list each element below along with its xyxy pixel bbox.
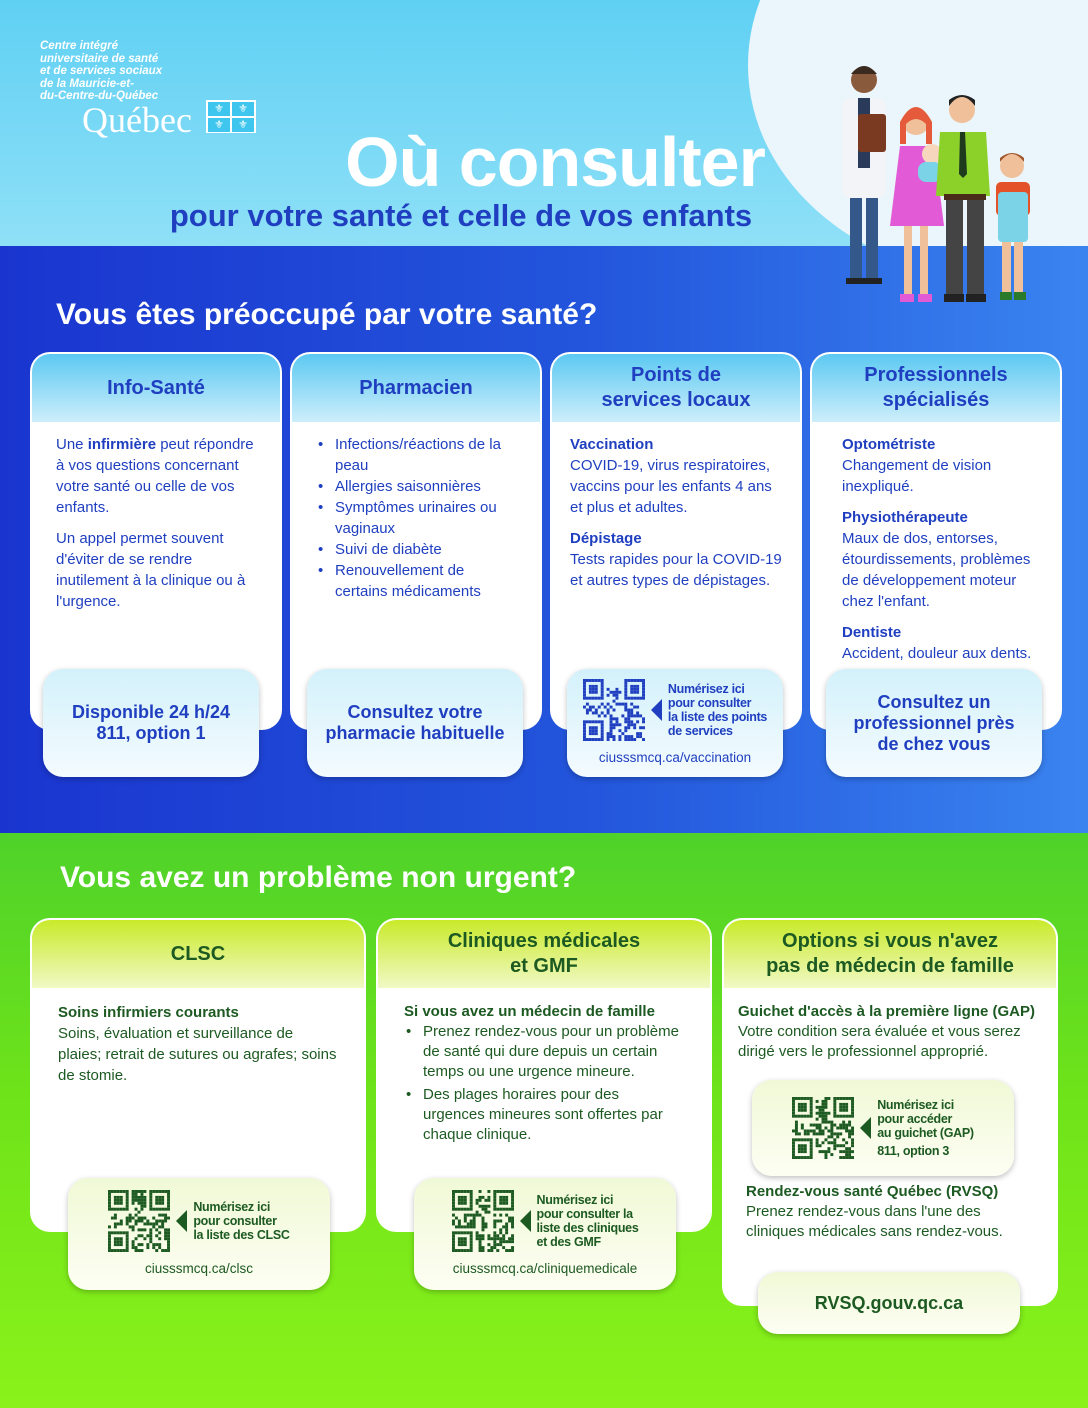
professionnels-badge: Consultez un professionnel près de chez vous (826, 669, 1042, 777)
cliniques-qr-box[interactable] (414, 1178, 676, 1290)
gap-phone: 811, option 3 (877, 1144, 950, 1158)
card-subheading: Physiothérapeute (842, 509, 968, 526)
page-title: Où consulter (345, 123, 765, 201)
qr-instructions: Numérisez ici pour consulter la liste des cliniques et des GMF (536, 1192, 639, 1249)
qr-instructions: Numérisez ici pour accéder au guichet (GAP) 811, option 3 (877, 1098, 974, 1158)
pharmacy-badge: Consultez votre pharmacie habituelle (307, 669, 523, 777)
section1-heading: Vous êtes préoccupé par votre santé? (56, 298, 598, 331)
card-subheading: Dentiste (842, 624, 902, 641)
quebec-wordmark: Québec (82, 100, 192, 140)
qr-code-icon[interactable] (583, 679, 645, 741)
card-title: Cliniques médicales et GMF (378, 920, 710, 988)
card-text: Une infirmière peut répondre à vos questions concernant votre santé ou celle de vos enfants. (56, 436, 254, 516)
qr-code-icon[interactable] (792, 1097, 854, 1159)
card-text: Soins, évaluation et surveillance de plaies; retrait de sutures ou agrafes; soins de stomie. (58, 1025, 337, 1084)
list-item: • Renouvellement de certains médicaments (316, 560, 516, 602)
card-title: Points de services locaux (552, 354, 800, 422)
vaccination-qr-box[interactable] (567, 669, 783, 777)
list-item: • Prenez rendez-vous pour un problème de santé qui dure depuis un certain temps ou une urgence mineure. (404, 1022, 684, 1082)
card-title: Options si vous n'avez pas de médecin de famille (724, 920, 1056, 988)
fleur-de-lis-flag-icon: ⚜ ⚜ ⚜ ⚜ (206, 100, 256, 133)
list-item: • Symptômes urinaires ou vaginaux (316, 497, 516, 539)
card-text: Prenez rendez-vous dans l'une des cliniques médicales sans rendez-vous. (746, 1203, 1003, 1240)
card-subheading: Rendez-vous santé Québec (RVSQ) (746, 1183, 999, 1200)
list-item: • Suivi de diabète (316, 539, 516, 560)
card-subheading: Si vous avez un médecin de famille (404, 1003, 655, 1020)
card-text: Maux de dos, entorses, étourdissements, problèmes de développement moteur chez l'enfant. (842, 530, 1031, 610)
list-item: • Infections/réactions de la peau (316, 434, 516, 476)
card-text: Tests rapides pour la COVID-19 et autres types de dépistages. (570, 551, 782, 589)
page-subtitle: pour votre santé et celle de vos enfants (169, 198, 753, 233)
cliniques-url-link[interactable]: ciusssmcq.ca/cliniquemedicale (452, 1260, 638, 1276)
card-subheading: Soins infirmiers courants (58, 1004, 239, 1021)
qr-code-icon[interactable] (452, 1190, 514, 1252)
family-and-doctor-illustration-icon (820, 58, 1060, 314)
card-title: Professionnels spécialisés (812, 354, 1060, 422)
organization-name: Centre intégré universitaire de santé et de services sociaux de la Mauricie-et- du-Centre-du-Québec (40, 40, 163, 102)
list-item: • Des plages horaires pour des urgences mineures sont offertes par chaque clinique. (404, 1085, 684, 1145)
card-subheading: Vaccination (570, 436, 654, 453)
qr-instructions: Numérisez ici pour consulter la liste des CLSC (193, 1199, 290, 1242)
card-title: CLSC (32, 920, 364, 988)
card-title: Pharmacien (292, 354, 540, 422)
card-subheading: Dépistage (570, 530, 642, 547)
list-item: • Allergies saisonnières (316, 476, 516, 497)
qr-instructions: Numérisez ici pour consulter la liste des points de services (667, 681, 768, 738)
arrow-left-icon (176, 1210, 187, 1232)
arrow-left-icon (651, 699, 662, 721)
card-text: Votre condition sera évaluée et vous serez dirigé vers le professionnel approprié. (738, 1023, 1021, 1060)
card-text: Un appel permet souvent d'éviter de se rendre inutilement à la clinique ou à l'urgence. (56, 530, 246, 610)
pharmacien-list (316, 434, 516, 602)
card-text: COVID-19, virus respiratoires, vaccins pour les enfants 4 ans et plus et adultes. (570, 457, 772, 516)
arrow-left-icon (860, 1117, 871, 1139)
arrow-left-icon (520, 1210, 531, 1232)
card-text: Changement de vision inexpliqué. (842, 457, 992, 495)
card-subheading: Guichet d'accès à la première ligne (GAP) (738, 1003, 1036, 1020)
qr-code-icon[interactable] (108, 1190, 170, 1252)
card-subheading: Optométriste (842, 436, 936, 453)
info-sante-availability-badge: Disponible 24 h/24 811, option 1 (43, 669, 259, 777)
card-title: Info-Santé (32, 354, 280, 422)
clsc-qr-box[interactable] (68, 1178, 330, 1290)
gap-qr-box[interactable] (752, 1080, 1014, 1176)
card-text: Accident, douleur aux dents. (842, 645, 1032, 662)
cliniques-list (404, 1022, 684, 1145)
rvsq-url-link[interactable]: RVSQ.gouv.qc.ca (758, 1272, 1020, 1334)
section2-heading: Vous avez un problème non urgent? (60, 861, 577, 894)
vaccination-url-link[interactable]: ciusssmcq.ca/vaccination (598, 749, 752, 765)
clsc-url-link[interactable]: ciusssmcq.ca/clsc (144, 1260, 254, 1276)
